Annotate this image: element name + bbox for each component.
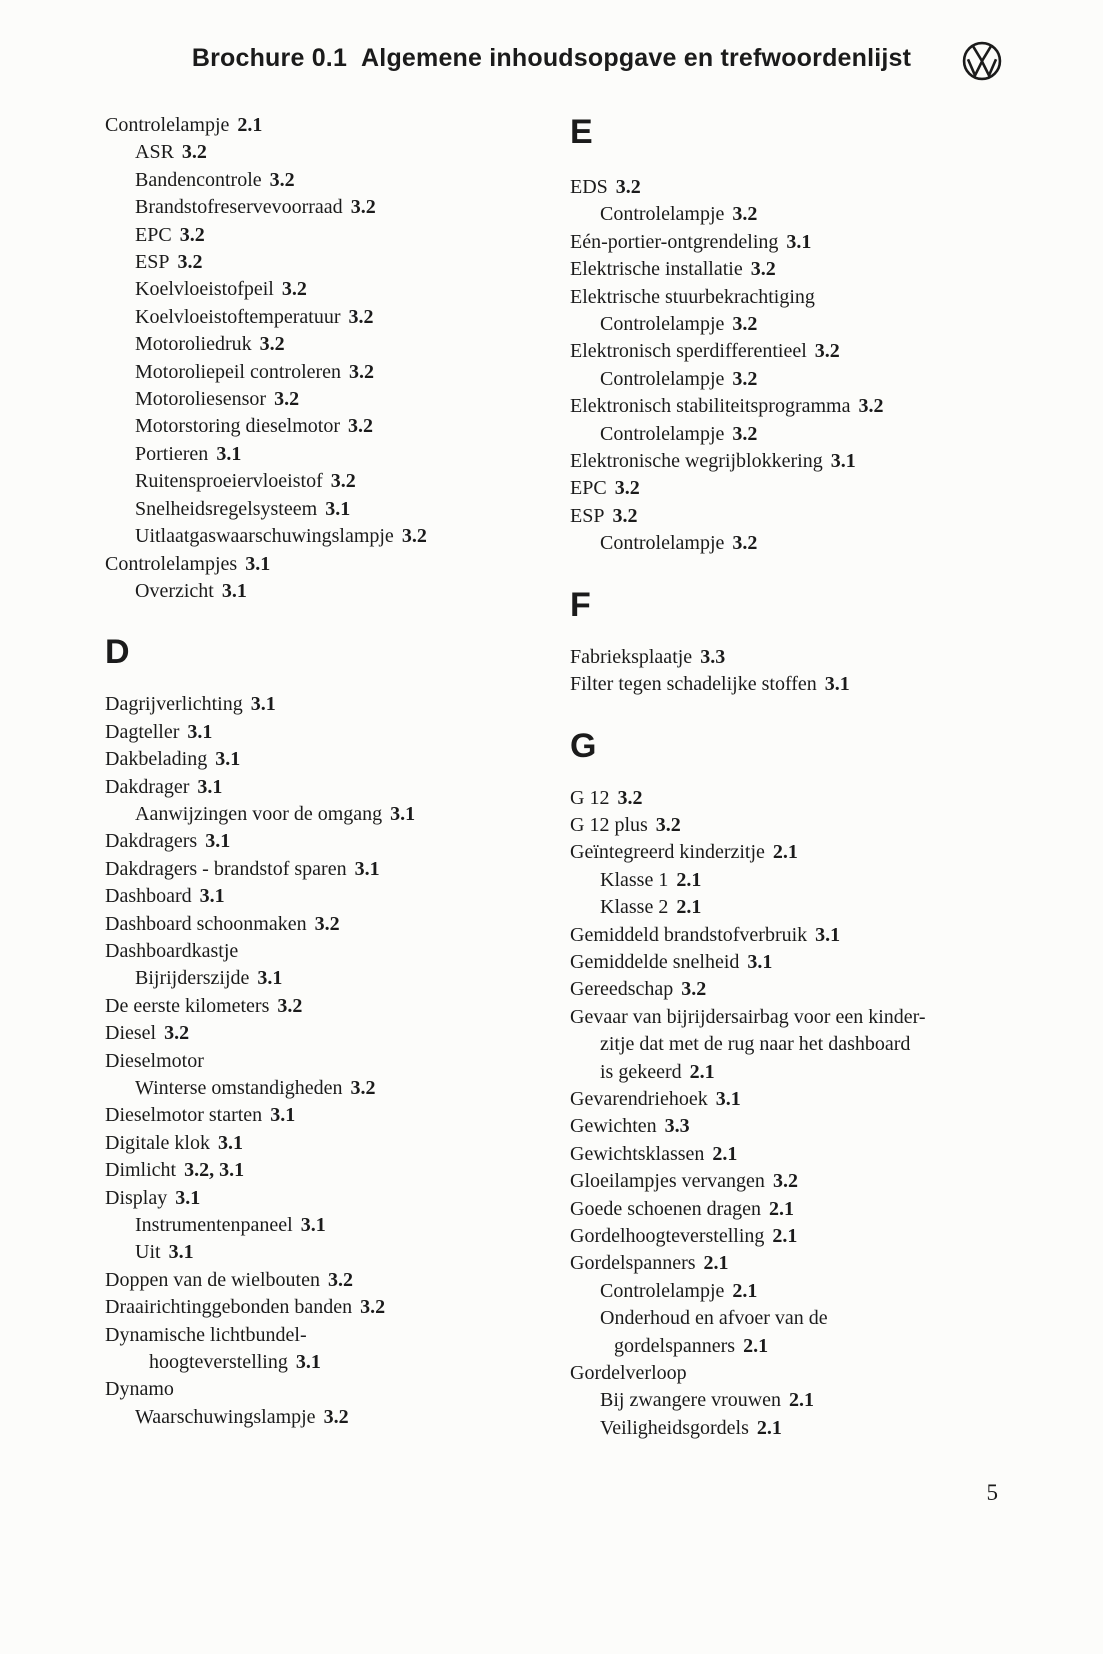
entry-text: EDS	[570, 176, 608, 198]
entry-page-ref: 3.1	[250, 693, 276, 716]
entry-page-ref: 2.1	[743, 1334, 769, 1357]
entry-page-ref: 3.1	[815, 923, 841, 946]
entry-text: Gewichten	[570, 1115, 657, 1138]
entry-page-ref: 3.1	[786, 230, 812, 253]
entry-page-ref: 3.2	[350, 1077, 376, 1099]
index-entry	[105, 774, 560, 801]
right-column	[570, 112, 1060, 1442]
entry-page-ref: 3.2	[177, 251, 203, 274]
index-entry	[570, 949, 1060, 976]
entry-page-ref: 3.2	[259, 333, 285, 356]
entry-page-ref: 3.1	[187, 720, 213, 743]
index-entry	[105, 828, 560, 855]
entry-text: Dieselmotor	[105, 1049, 204, 1072]
volkswagen-logo-icon	[961, 40, 1003, 82]
entry-text: Motoroliepeil controleren	[135, 360, 342, 383]
entry-text: Snelheidsregelsysteem	[135, 497, 318, 520]
index-entry	[105, 276, 560, 303]
index-entry	[570, 1168, 1060, 1195]
entry-text: Draairichtinggebonden banden	[105, 1296, 353, 1319]
entry-text: Controlelampje	[600, 1279, 725, 1302]
page-number: 5	[986, 1480, 998, 1505]
entry-page-ref: 3.2	[330, 470, 356, 493]
entry-text: Koelvloeistoftemperatuur	[135, 305, 341, 328]
entry-page-ref: 3.2	[274, 388, 300, 411]
entry-page-ref: 3.1	[354, 857, 380, 880]
index-entry	[570, 448, 1060, 475]
index-entry	[570, 1223, 1060, 1250]
entry-page-ref: 3.2	[349, 360, 375, 383]
entry-page-ref: 2.1	[676, 896, 702, 919]
entry-text: Gemiddelde snelheid	[570, 950, 740, 973]
entry-text: hoogteverstelling	[149, 1351, 288, 1374]
index-entry	[105, 194, 560, 221]
index-entry	[105, 359, 560, 386]
entry-text: Dakbelading	[105, 748, 208, 771]
entry-text: Dakdragers	[105, 830, 198, 853]
entry-text: ESP	[135, 251, 170, 274]
index-entry	[570, 475, 1060, 502]
entry-text: Dagrijverlichting	[105, 693, 243, 716]
entry-page-ref: 3.2	[281, 278, 307, 301]
entry-page-ref: 3.2	[732, 367, 758, 390]
entry-text: Gereedschap	[570, 978, 674, 1001]
entry-text: Elektronisch sperdifferentieel	[570, 340, 807, 363]
index-entry	[105, 883, 560, 910]
entry-text: Elektrische stuurbekrachtiging	[570, 285, 815, 308]
entry-page-ref: 3.1	[257, 967, 283, 990]
entry-text: Gewichtsklassen	[570, 1142, 705, 1165]
index-entry	[570, 1333, 1060, 1360]
index-entry	[570, 1059, 1060, 1086]
entry-page-ref: 3.3	[664, 1115, 690, 1138]
index-entry	[105, 331, 560, 358]
index-entry	[105, 222, 560, 249]
entry-text: Digitale klok	[105, 1131, 210, 1154]
index-entry	[570, 174, 1060, 201]
index-entry	[570, 1141, 1060, 1168]
entry-text: Gordelhoogteverstelling	[570, 1225, 765, 1247]
index-entry	[570, 644, 1060, 671]
index-entry	[570, 311, 1060, 338]
entry-page-ref: 3.1	[830, 450, 856, 473]
entry-text: Dynamische lichtbundel-	[105, 1323, 307, 1346]
entry-text: Doppen van de wielbouten	[105, 1268, 320, 1291]
entry-page-ref: 3.2	[348, 305, 374, 328]
entry-text: Elektronische wegrijblokkering	[570, 450, 823, 473]
entry-page-ref: 3.1	[205, 830, 231, 853]
index-entry	[105, 578, 560, 605]
entry-text: Instrumentenpaneel	[135, 1214, 293, 1237]
entry-page-ref: 2.1	[703, 1252, 729, 1275]
entry-page-ref: 3.2	[164, 1022, 190, 1045]
entry-text: Controlelampje	[600, 532, 725, 555]
entry-text: Ruitensproeiervloeistof	[135, 470, 323, 493]
entry-page-ref: 3.2	[277, 994, 303, 1017]
entry-page-ref: 3.2	[732, 313, 758, 336]
entry-page-ref: 3.1	[325, 497, 351, 520]
entry-text: Display	[105, 1186, 168, 1209]
entry-page-ref: 3.2	[612, 504, 638, 527]
entry-page-ref: 3.2, 3.1	[184, 1159, 245, 1182]
entry-text: Koelvloeistofpeil	[135, 278, 274, 301]
page-title-text: Algemene inhoudsopgave en trefwoordenlijst	[361, 44, 912, 72]
entry-text: Gevaar van bijrijdersairbag voor een kinder-	[570, 1005, 926, 1028]
entry-page-ref: 3.1	[168, 1241, 194, 1264]
index-entry	[105, 1075, 560, 1102]
entry-text: EPC	[570, 477, 607, 500]
index-entry	[570, 922, 1060, 949]
index-entry	[105, 112, 560, 139]
index-entry	[570, 229, 1060, 256]
entry-text: Gloeilampjes vervangen	[570, 1170, 765, 1193]
entry-text: Controlelampje	[600, 367, 725, 390]
index-entry	[105, 1267, 560, 1294]
entry-text: Bijrijderszijde	[135, 967, 250, 990]
entry-text: gordelspanners	[614, 1334, 736, 1357]
section-letter: D	[105, 633, 130, 672]
entry-page-ref: 3.2	[614, 477, 640, 500]
section-letter: F	[570, 585, 591, 624]
entry-page-ref: 3.2	[269, 168, 295, 191]
entry-text: De eerste kilometers	[105, 994, 270, 1017]
entry-page-ref: 3.2	[814, 340, 840, 363]
entry-text: Goede schoenen dragen	[570, 1197, 762, 1220]
index-entry	[570, 366, 1060, 393]
entry-page-ref: 3.2	[360, 1296, 386, 1319]
entry-page-ref: 3.2	[732, 203, 758, 226]
index-entry	[105, 167, 560, 194]
entry-text: Controlelampje	[105, 114, 230, 136]
index-entry	[105, 1102, 560, 1129]
index-entry	[105, 1130, 560, 1157]
entry-page-ref: 3.2	[181, 141, 207, 164]
index-entry	[105, 551, 560, 578]
entry-page-ref: 3.1	[295, 1351, 321, 1374]
entry-page-ref: 2.1	[732, 1279, 758, 1302]
index-entry	[570, 867, 1060, 894]
entry-text: Diesel	[105, 1022, 157, 1045]
entry-text: Dashboard	[105, 885, 192, 908]
index-entry	[570, 1113, 1060, 1140]
entry-text: Motorstoring dieselmotor	[135, 415, 340, 438]
index-entry	[105, 304, 560, 331]
entry-text: Controlelampje	[600, 313, 725, 336]
entry-page-ref: 2.1	[712, 1142, 738, 1165]
index-entry	[105, 249, 560, 276]
index-entry	[105, 938, 560, 965]
index-entry	[570, 256, 1060, 283]
entry-text: Waarschuwingslampje	[135, 1405, 316, 1428]
index-entry	[570, 530, 1060, 557]
left-column	[105, 112, 560, 1431]
entry-text: Eén-portier-ontgrendeling	[570, 230, 779, 253]
entry-page-ref: 3.1	[216, 442, 242, 465]
entry-page-ref: 3.2	[750, 258, 776, 281]
section-letter: G	[570, 726, 597, 765]
entry-text: Dagteller	[105, 720, 180, 743]
entry-text: Dieselmotor starten	[105, 1104, 263, 1127]
entry-text: Controlelampjes	[105, 552, 238, 575]
entry-page-ref: 3.1	[197, 775, 223, 798]
index-entry	[105, 496, 560, 523]
entry-text: Winterse omstandigheden	[135, 1077, 343, 1099]
index-entry	[570, 421, 1060, 448]
index-entry	[570, 976, 1060, 1003]
entry-page-ref: 3.2	[617, 786, 643, 809]
entry-text: G 12	[570, 786, 610, 809]
entry-text: Brandstofreservevoorraad	[135, 196, 343, 219]
index-entry	[570, 839, 1060, 866]
entry-page-ref: 2.1	[676, 868, 702, 891]
entry-text: Controlelampje	[600, 422, 725, 445]
index-entry	[570, 812, 1060, 839]
index-entry	[570, 338, 1060, 365]
entry-page-ref: 3.2	[179, 223, 205, 246]
index-entry	[105, 801, 560, 828]
index-entry	[105, 1376, 560, 1403]
index-entry	[570, 1250, 1060, 1277]
entry-text: Gordelspanners	[570, 1252, 696, 1275]
entry-text: Uit	[135, 1241, 161, 1264]
entry-text: Dashboard schoonmaken	[105, 912, 307, 935]
index-entry	[105, 441, 560, 468]
entry-page-ref: 3.2	[350, 196, 376, 219]
index-entry	[570, 1004, 1060, 1031]
entry-page-ref: 2.1	[789, 1389, 815, 1412]
entry-text: Uitlaatgaswaarschuwingslampje	[135, 525, 394, 548]
entry-page-ref: 3.2	[314, 912, 340, 935]
index-entry	[105, 911, 560, 938]
index-entry	[105, 1322, 560, 1349]
entry-page-ref: 3.1	[175, 1186, 201, 1209]
index-entry	[570, 894, 1060, 921]
entry-text: Aanwijzingen voor de omgang	[135, 802, 383, 825]
index-entry	[570, 1196, 1060, 1223]
entry-page-ref: 3.2	[401, 525, 427, 548]
entry-page-ref: 3.1	[221, 579, 247, 602]
index-entry	[570, 1305, 1060, 1332]
entry-text: Gordelverloop	[570, 1362, 687, 1385]
page-title	[0, 44, 1103, 73]
entry-page-ref: 2.1	[689, 1060, 715, 1083]
index-entry	[105, 523, 560, 550]
entry-page-ref: 3.2	[732, 532, 758, 555]
index-entry	[570, 284, 1060, 311]
entry-page-ref: 2.1	[769, 1197, 795, 1220]
index-entry	[105, 719, 560, 746]
entry-page-ref: 3.2	[858, 395, 884, 418]
entry-text: Motoroliedruk	[135, 333, 252, 356]
entry-text: Elektrische installatie	[570, 258, 743, 281]
entry-page-ref: 2.1	[772, 1225, 798, 1247]
index-entry	[570, 393, 1060, 420]
entry-text: EPC	[135, 223, 172, 246]
index-entry	[105, 468, 560, 495]
index-entry	[105, 746, 560, 773]
entry-text: Gemiddeld brandstofverbruik	[570, 923, 808, 946]
index-entry	[105, 1212, 560, 1239]
entry-text: Dynamo	[105, 1378, 174, 1401]
index-entry	[570, 1415, 1060, 1442]
entry-page-ref: 3.1	[715, 1087, 741, 1110]
entry-text: Motoroliesensor	[135, 388, 267, 411]
entry-text: Bij zwangere vrouwen	[600, 1389, 782, 1412]
entry-text: is gekeerd	[600, 1060, 682, 1083]
index-entry	[105, 1020, 560, 1047]
brochure-label: Brochure 0.1	[191, 44, 348, 72]
index-entry	[570, 1360, 1060, 1387]
index-entry	[105, 386, 560, 413]
index-entry	[570, 1278, 1060, 1305]
entry-text: Geïntegreerd kinderzitje	[570, 841, 765, 864]
entry-text: Elektronisch stabiliteitsprogramma	[570, 395, 851, 418]
index-entry	[570, 503, 1060, 530]
entry-page-ref: 2.1	[756, 1416, 782, 1439]
entry-text: Dakdragers - brandstof sparen	[105, 857, 347, 880]
index-entry	[105, 1048, 560, 1075]
entry-page-ref: 3.1	[824, 673, 850, 696]
entry-text: Gevarendriehoek	[570, 1087, 708, 1110]
entry-text: Bandencontrole	[135, 168, 262, 191]
entry-page-ref: 3.1	[217, 1131, 243, 1154]
index-entry	[105, 965, 560, 992]
entry-page-ref: 3.1	[245, 552, 271, 575]
entry-text: Controlelampje	[600, 203, 725, 226]
index-entry	[105, 1157, 560, 1184]
index-entry	[105, 1185, 560, 1212]
entry-page-ref: 3.2	[327, 1268, 353, 1291]
entry-page-ref: 3.2	[323, 1405, 349, 1428]
entry-text: Klasse 2	[600, 896, 669, 919]
index-entry	[105, 1239, 560, 1266]
entry-text: ASR	[135, 141, 174, 164]
entry-page-ref: 2.1	[772, 841, 798, 864]
entry-text: Portieren	[135, 442, 209, 465]
index-entry	[105, 1294, 560, 1321]
index-entry	[570, 201, 1060, 228]
index-entry	[570, 1387, 1060, 1414]
index-entry	[570, 785, 1060, 812]
index-entry	[105, 993, 560, 1020]
entry-text: Veiligheidsgordels	[600, 1416, 749, 1439]
entry-page-ref: 3.2	[681, 978, 707, 1001]
index-entry	[570, 671, 1060, 698]
entry-page-ref: 3.1	[199, 885, 225, 908]
index-entry	[105, 1349, 560, 1376]
entry-text: Fabrieksplaatje	[570, 645, 693, 668]
index-entry	[105, 856, 560, 883]
entry-text: Dakdrager	[105, 775, 190, 798]
entry-text: Dashboardkastje	[105, 939, 239, 962]
entry-text: ESP	[570, 504, 605, 527]
entry-text: G 12 plus	[570, 813, 648, 836]
entry-text: Klasse 1	[600, 868, 669, 891]
entry-text: zitje dat met de rug naar het dashboard	[600, 1033, 911, 1056]
entry-page-ref: 3.2	[732, 422, 758, 445]
index-entry	[105, 139, 560, 166]
index-entry	[570, 1031, 1060, 1058]
entry-text: Dimlicht	[105, 1159, 177, 1182]
entry-text: Filter tegen schadelijke stoffen	[570, 673, 817, 696]
entry-page-ref: 3.1	[270, 1104, 296, 1127]
entry-page-ref: 3.1	[215, 748, 241, 771]
entry-page-ref: 3.2	[772, 1170, 798, 1193]
entry-page-ref: 3.2	[347, 415, 373, 438]
entry-page-ref: 3.2	[615, 176, 641, 198]
entry-page-ref: 3.1	[300, 1214, 326, 1237]
index-entry	[105, 413, 560, 440]
index-entry	[105, 1404, 560, 1431]
entry-page-ref: 3.3	[700, 645, 726, 668]
entry-page-ref: 3.1	[747, 950, 773, 973]
entry-text: Overzicht	[135, 579, 214, 602]
entry-page-ref: 3.1	[390, 802, 416, 825]
entry-text: Onderhoud en afvoer van de	[600, 1307, 828, 1330]
index-entry	[570, 1086, 1060, 1113]
index-entry	[105, 691, 560, 718]
entry-page-ref: 3.2	[655, 813, 681, 836]
section-letter: E	[570, 113, 593, 151]
entry-page-ref: 2.1	[237, 114, 263, 136]
